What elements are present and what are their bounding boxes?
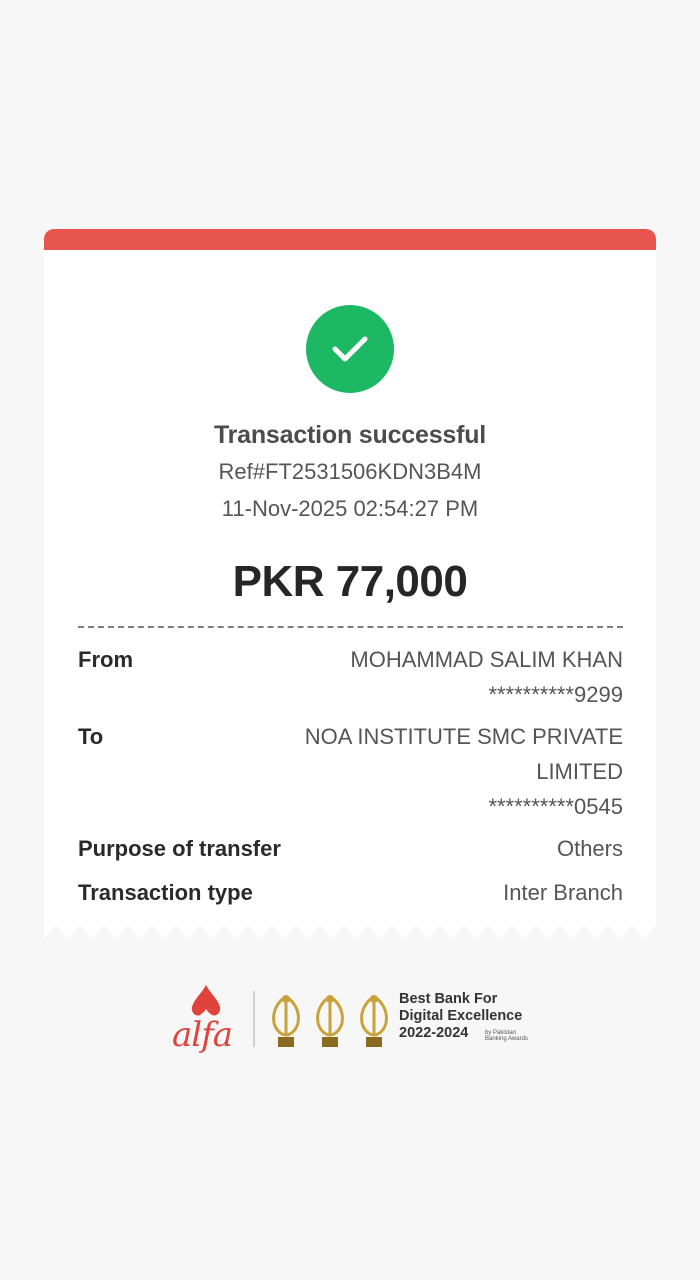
footer-branding <box>172 985 532 1055</box>
transaction-status: Transaction successful <box>213 421 487 449</box>
award-line-2: Digital Excellence <box>399 1008 523 1024</box>
success-check-icon <box>306 305 394 393</box>
award-line-3: 2022-2024 <box>399 1025 469 1041</box>
award-source <box>485 1030 528 1042</box>
from-label: From <box>78 647 133 672</box>
footer-separator <box>253 991 255 1047</box>
to-name-line1: NOA INSTITUTE SMC PRIVATE <box>304 724 623 749</box>
trophy-icon <box>268 991 304 1049</box>
to-account: **********0545 <box>488 794 623 819</box>
from-value <box>263 642 623 712</box>
trophy-icon <box>312 991 348 1049</box>
transaction-receipt <box>44 229 656 944</box>
alfa-logo-text: alfa <box>172 1015 232 1055</box>
transaction-datetime: 11-Nov-2025 02:54:27 PM <box>221 496 479 521</box>
to-label: To <box>78 724 104 749</box>
to-value <box>263 719 623 824</box>
transaction-type-value: Inter Branch <box>503 880 623 905</box>
receipt-paper <box>44 250 656 922</box>
transaction-amount: PKR 77,000 <box>232 557 468 606</box>
transaction-type-label: Transaction type <box>78 880 253 905</box>
from-account: **********9299 <box>488 682 623 707</box>
dashed-divider <box>78 626 623 628</box>
award-source-line-2: Banking Awards <box>485 1036 528 1042</box>
award-line-1: Best Bank For <box>399 991 498 1007</box>
award-source-line-1: by Pakistan <box>485 1030 517 1036</box>
purpose-value: Others <box>556 836 623 861</box>
trophy-icon <box>356 991 392 1049</box>
receipt-torn-edge <box>44 921 656 943</box>
from-name: MOHAMMAD SALIM KHAN <box>350 647 623 672</box>
alfa-logo-icon <box>172 985 242 1017</box>
purpose-label: Purpose of transfer <box>78 836 281 861</box>
to-name-line2: LIMITED <box>536 759 623 784</box>
reference-number: Ref#FT2531506KDN3B4M <box>218 459 482 484</box>
